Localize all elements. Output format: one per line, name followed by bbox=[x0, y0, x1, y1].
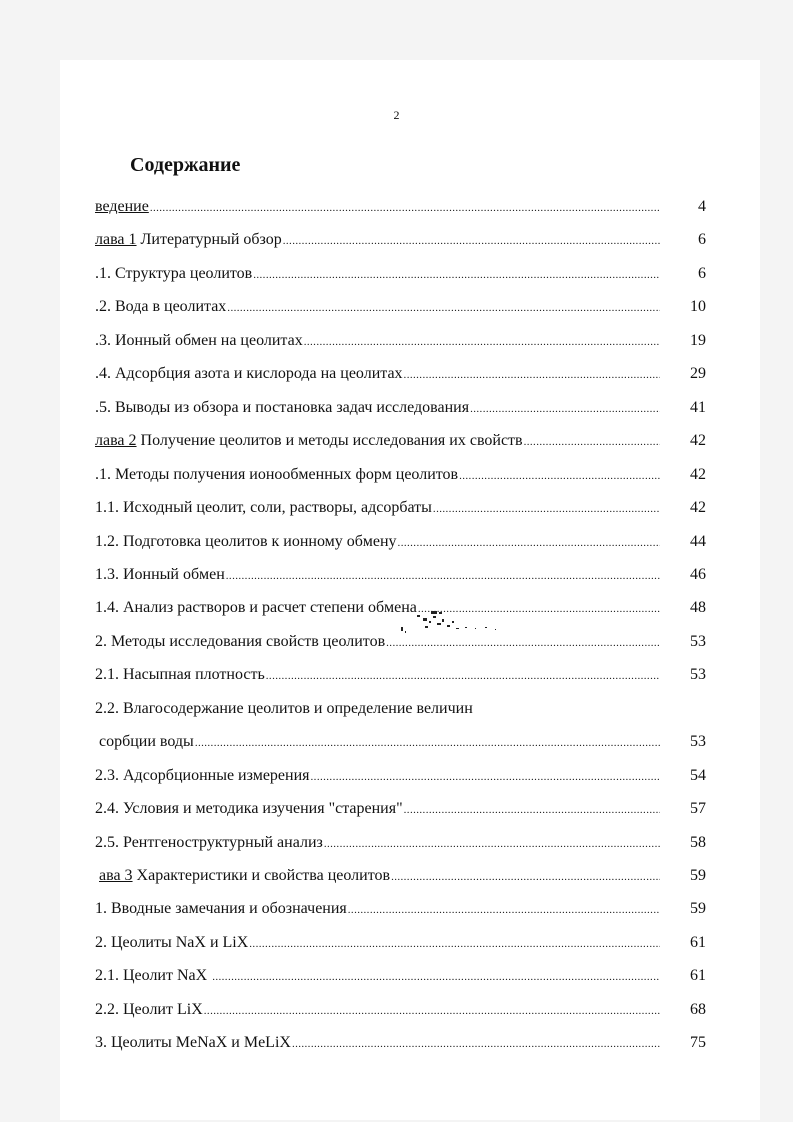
toc-entry-text bbox=[95, 332, 303, 350]
toc-entry-title: Цеолит NaX bbox=[123, 967, 212, 984]
toc-entry-title: Цеолиты NaX и LiX bbox=[111, 934, 249, 951]
toc-leader-dots bbox=[253, 267, 660, 283]
toc-entry-number: .1. bbox=[95, 265, 115, 282]
toc-entry bbox=[95, 963, 660, 985]
toc-entry-text bbox=[95, 633, 385, 651]
toc-page-number: 19 bbox=[690, 332, 706, 349]
toc-page-number: 59 bbox=[690, 867, 706, 884]
toc-leader-dots bbox=[404, 802, 660, 818]
page-title: Содержание bbox=[130, 154, 241, 176]
toc-entry bbox=[95, 294, 660, 316]
toc-page-number: 61 bbox=[690, 967, 706, 984]
toc-entry-title: Рентгеноструктурный анализ bbox=[123, 834, 323, 851]
toc-leader-dots bbox=[311, 769, 660, 785]
toc-entry-text bbox=[95, 1034, 291, 1052]
toc-entry-chapter-label: лава 2 bbox=[95, 432, 137, 449]
toc-entry-number: 2.2. bbox=[95, 1001, 123, 1018]
toc-entry-number: .4. bbox=[95, 365, 115, 382]
toc-entry-text bbox=[95, 265, 252, 283]
toc-entry-text bbox=[95, 1001, 203, 1019]
toc-entry bbox=[95, 395, 660, 417]
toc-leader-dots bbox=[249, 936, 660, 952]
toc-entry-number: 2. bbox=[95, 934, 111, 951]
toc-entry bbox=[95, 729, 660, 751]
toc-entry-text bbox=[95, 900, 347, 918]
toc-entry-title: Подготовка цеолитов к ионному обмену bbox=[123, 533, 397, 550]
toc-entry-title: Влагосодержание цеолитов и определение величин bbox=[123, 700, 473, 717]
toc-entry-title: Насыпная плотность bbox=[123, 666, 265, 683]
toc-leader-dots bbox=[304, 334, 660, 350]
toc-entry-number: 2.5. bbox=[95, 834, 123, 851]
toc-entry-title: Ионный обмен на цеолитах bbox=[115, 332, 303, 349]
toc-page-number: 68 bbox=[690, 1001, 706, 1018]
toc-entry-text bbox=[95, 533, 397, 551]
toc-entry bbox=[95, 796, 660, 818]
toc-leader-dots bbox=[266, 668, 660, 684]
toc-page-number: 46 bbox=[690, 566, 706, 583]
toc-entry-text bbox=[95, 566, 225, 584]
toc-entry bbox=[95, 495, 660, 517]
toc-entry bbox=[95, 830, 660, 852]
toc-entry-text bbox=[95, 231, 282, 249]
toc-entry-text bbox=[95, 399, 469, 417]
toc-page-number: 41 bbox=[690, 399, 706, 416]
toc-entry bbox=[95, 328, 660, 350]
toc-leader-dots bbox=[459, 468, 660, 484]
toc-entry-number: .5. bbox=[95, 399, 115, 416]
toc-entry-title: Ионный обмен bbox=[123, 566, 225, 583]
toc-page-number: 75 bbox=[690, 1034, 706, 1051]
toc-leader-dots bbox=[283, 233, 660, 249]
toc-page-number: 57 bbox=[690, 800, 706, 817]
toc-entry bbox=[95, 462, 660, 484]
toc-entry-text bbox=[95, 834, 323, 852]
toc-entry-text bbox=[95, 298, 226, 316]
toc-leader-dots bbox=[195, 735, 660, 751]
toc-entry-chapter-label: лава 1 bbox=[95, 231, 137, 248]
toc-leader-dots bbox=[292, 1036, 660, 1052]
toc-leader-dots bbox=[470, 401, 660, 417]
toc-entry-title: Структура цеолитов bbox=[115, 265, 253, 282]
toc-entry-number: 1.1. bbox=[95, 499, 123, 516]
toc-page-number: 6 bbox=[698, 265, 706, 282]
toc-page-number: 4 bbox=[698, 198, 706, 215]
toc-entry-title: Исходный цеолит, соли, растворы, адсорбаты bbox=[123, 499, 432, 516]
toc-entry bbox=[95, 194, 660, 216]
toc-entry-text bbox=[95, 967, 211, 985]
toc-entry bbox=[95, 562, 660, 584]
toc-entry-title: Литературный обзор bbox=[136, 231, 282, 248]
toc-leader-dots bbox=[324, 836, 660, 852]
toc-entry bbox=[95, 696, 660, 718]
toc-page-number: 58 bbox=[690, 834, 706, 851]
toc-entry-text bbox=[95, 700, 473, 718]
toc-page-number: 61 bbox=[690, 934, 706, 951]
toc-leader-dots bbox=[404, 367, 660, 383]
toc-entry bbox=[95, 763, 660, 785]
page-number: 2 bbox=[393, 108, 400, 122]
toc-page-number: 42 bbox=[690, 432, 706, 449]
toc-entry bbox=[95, 896, 660, 918]
toc-entry-text bbox=[95, 934, 248, 952]
toc-entry-number: 2.3. bbox=[95, 767, 123, 784]
toc-entry-text bbox=[95, 432, 523, 450]
toc-entry-title: сорбции воды bbox=[99, 733, 194, 750]
toc-leader-dots bbox=[398, 535, 660, 551]
toc-entry-text bbox=[95, 466, 458, 484]
toc-entry-title: Условия и методика изучения "старения" bbox=[123, 800, 403, 817]
toc-entry-number: 1.4. bbox=[95, 599, 123, 616]
toc-entry bbox=[95, 863, 660, 885]
toc-page-number: 6 bbox=[698, 231, 706, 248]
toc-entry bbox=[95, 261, 660, 283]
toc-entry-number: 2.4. bbox=[95, 800, 123, 817]
toc-entry-text bbox=[95, 733, 194, 751]
toc-entry bbox=[95, 629, 660, 651]
toc-entry-title: Адсорбционные измерения bbox=[123, 767, 310, 784]
scan-artifact bbox=[395, 607, 505, 639]
toc-entry-number: .2. bbox=[95, 298, 115, 315]
toc-entry-title: Вода в цеолитах bbox=[115, 298, 227, 315]
toc-page-number: 29 bbox=[690, 365, 706, 382]
toc-entry-title: Методы исследования свойств цеолитов bbox=[111, 633, 386, 650]
toc-entry-number: .1. bbox=[95, 466, 115, 483]
toc-leader-dots bbox=[150, 200, 660, 216]
toc-entry-number: 3. bbox=[95, 1034, 111, 1051]
toc-entry-title: Методы получения ионообменных форм цеолитов bbox=[115, 466, 459, 483]
toc-entry bbox=[95, 1030, 660, 1052]
toc-page-number: 53 bbox=[690, 633, 706, 650]
toc-entry-text bbox=[95, 499, 432, 517]
toc-entry-number: 1. bbox=[95, 900, 111, 917]
toc-entry-number: 1.3. bbox=[95, 566, 123, 583]
toc-entry-number: 2.2. bbox=[95, 700, 123, 717]
toc-entry-number: 2. bbox=[95, 633, 111, 650]
toc-leader-dots bbox=[391, 869, 660, 885]
toc-page-number: 54 bbox=[690, 767, 706, 784]
toc-leader-dots bbox=[348, 902, 660, 918]
toc-entry-text bbox=[95, 365, 403, 383]
toc-entry bbox=[95, 361, 660, 383]
toc-entry-number: 1.2. bbox=[95, 533, 123, 550]
toc-entry-chapter-label: ава 3 bbox=[99, 867, 133, 884]
toc-entry-title: Характеристики и свойства цеолитов bbox=[132, 867, 391, 884]
toc-entry bbox=[95, 997, 660, 1019]
toc-page-number: 10 bbox=[690, 298, 706, 315]
toc-entry-number: 2.1. bbox=[95, 967, 123, 984]
toc-page-number: 44 bbox=[690, 533, 706, 550]
toc-leader-dots bbox=[226, 568, 660, 584]
toc-entry-text bbox=[95, 867, 390, 885]
toc-entry-text bbox=[95, 666, 265, 684]
toc-entry-number: 2.1. bbox=[95, 666, 123, 683]
toc-entry-text bbox=[95, 767, 310, 785]
toc-page-number: 53 bbox=[690, 666, 706, 683]
toc-entry-text bbox=[95, 198, 149, 216]
toc-entry-number: .3. bbox=[95, 332, 115, 349]
toc-entry-title: Вводные замечания и обозначения bbox=[111, 900, 347, 917]
toc-page-number: 42 bbox=[690, 499, 706, 516]
toc-page-number: 59 bbox=[690, 900, 706, 917]
toc-entry bbox=[95, 227, 660, 249]
toc-entry-title: Цеолит LiX bbox=[123, 1001, 203, 1018]
toc-entry-title: Цеолиты MeNaX и MeLiX bbox=[111, 1034, 291, 1051]
toc-entry bbox=[95, 428, 660, 450]
toc-entry bbox=[95, 595, 660, 617]
toc-entry bbox=[95, 529, 660, 551]
toc-entry-text bbox=[95, 599, 417, 617]
toc-entry-chapter-label: ведение bbox=[95, 198, 149, 215]
toc-entry-text bbox=[95, 800, 403, 818]
toc-entry-title: Получение цеолитов и методы исследования их свойств bbox=[136, 432, 523, 449]
toc-entry-title: Анализ растворов и расчет степени обмена bbox=[123, 599, 417, 616]
toc-leader-dots bbox=[227, 300, 660, 316]
toc-entry bbox=[95, 930, 660, 952]
toc-leader-dots bbox=[524, 434, 660, 450]
toc-leader-dots bbox=[212, 969, 660, 985]
toc-leader-dots bbox=[204, 1003, 660, 1019]
toc-page-number: 42 bbox=[690, 466, 706, 483]
toc-entry-title: Адсорбция азота и кислорода на цеолитах bbox=[115, 365, 403, 382]
toc-page-number: 48 bbox=[690, 599, 706, 616]
toc-page-number: 53 bbox=[690, 733, 706, 750]
toc-entry-title: Выводы из обзора и постановка задач исследования bbox=[115, 399, 470, 416]
toc-leader-dots bbox=[433, 501, 660, 517]
toc-entry bbox=[95, 662, 660, 684]
